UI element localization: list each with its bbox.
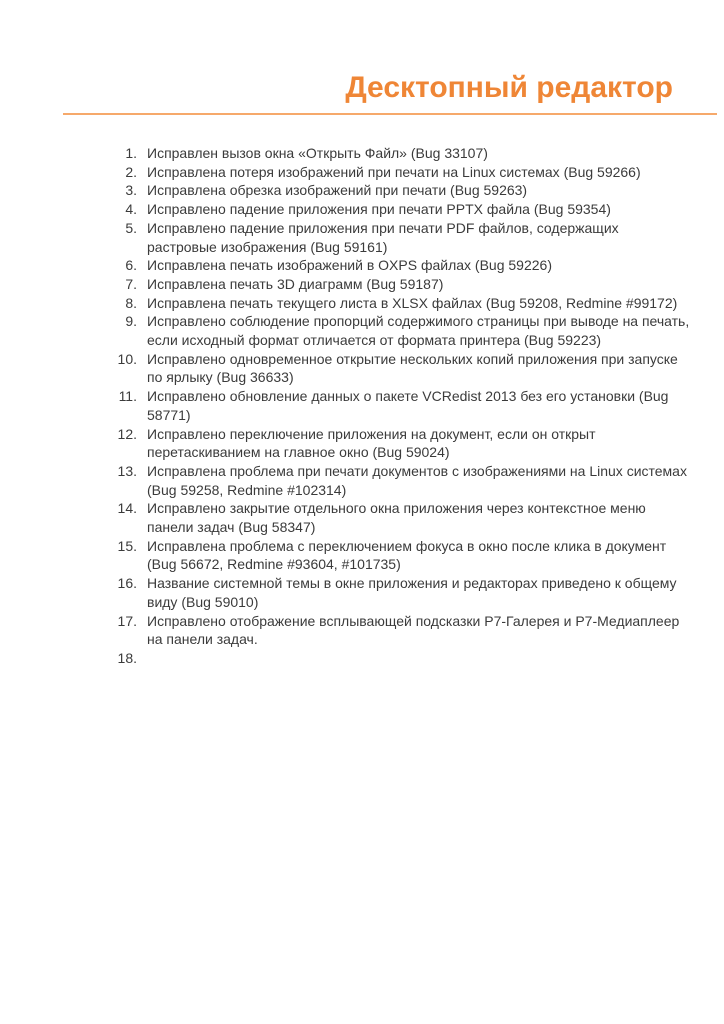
list-item: Исправлено падение приложения при печати PDF файлов, содержащих растровые изображения (Bug 59161) [147, 219, 619, 255]
list-item: Исправлено закрытие отдельного окна приложения через контекстное меню панели задач (Bug 58347) [147, 500, 646, 536]
page-title: Десктопный редактор [345, 71, 673, 104]
list-item: Исправлено переключение приложения на документ, если он открыт перетаскиванием на главное окно (Bug 59024) [147, 425, 596, 461]
bugfix-list [100, 144, 690, 668]
title-underline [63, 113, 717, 115]
list-item [100, 649, 690, 668]
list-item: Исправлена проблема при печати документов с изображениями на Linux системах (Bug 59258, Redmine #102314) [147, 462, 687, 498]
list-item: Исправлено одновременное открытие нескольких копий приложения при запуске по ярлыку (Bug 36633) [147, 350, 678, 386]
list-item: Исправлена обрезка изображений при печати (Bug 59263) [147, 182, 528, 199]
list-item: Исправлен вызов окна «Открыть Файл» (Bug 33107) [147, 145, 488, 161]
list-item: Исправлено соблюдение пропорций содержимого страницы при выводе на печать, если исходный формат отличается от формата принтера (Bug 59223) [147, 313, 690, 349]
list-item: Исправлена потеря изображений при печати на Linux системах (Bug 59266) [147, 163, 641, 180]
list-item: Исправлена печать текущего листа в XLSX файлах (Bug 59208, Redmine #99172) [147, 294, 678, 311]
list-item: Исправлена печать изображений в OXPS файлах (Bug 59226) [147, 257, 552, 274]
list-item: Исправлено падение приложения при печати PPTX файла (Bug 59354) [147, 201, 611, 218]
list-item: Название системной темы в окне приложения и редакторах приведено к общему виду (Bug 59010) [147, 575, 677, 610]
list-item: Исправлена проблема с переключением фокуса в окно после клика в документ (Bug 56672, Redmine #93604, #101735) [147, 537, 667, 573]
list-item: Исправлено отображение всплывающей подсказки Р7-Галерея и Р7-Медиаплеер на панели задач. [147, 612, 680, 648]
list-item: Исправлено обновление данных о пакете VCRedist 2013 без его установки (Bug 58771) [147, 388, 669, 423]
list-item: Исправлена печать 3D диаграмм (Bug 59187) [147, 275, 444, 292]
